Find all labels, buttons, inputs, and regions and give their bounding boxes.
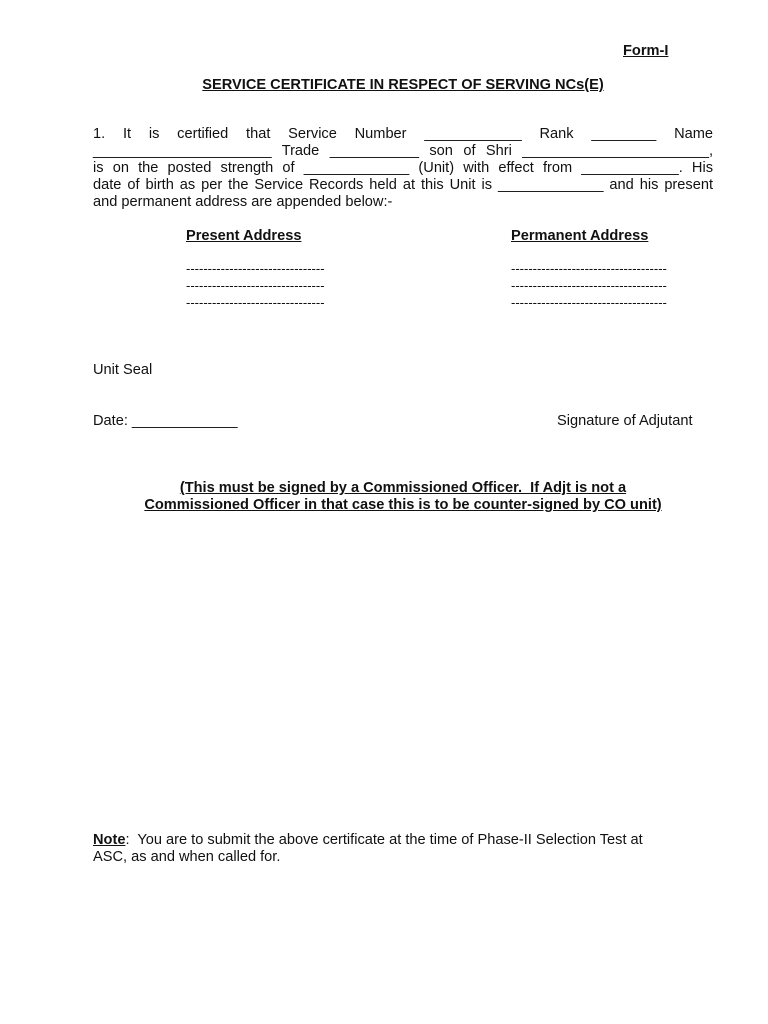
form-number: Form-I [623, 43, 669, 59]
signing-instruction [0, 480, 768, 514]
submission-note [93, 832, 713, 866]
present-address-line: -------------------------------- [186, 261, 325, 276]
certificate-paragraph-line: 1. It is certified that Service Number ____________ Rank ________ Name [93, 126, 713, 142]
signing-instruction-line: Commissioned Officer in that case this is to be counter-signed by CO unit) [144, 497, 662, 513]
present-address-line: -------------------------------- [186, 295, 325, 310]
certificate-paragraph-line: date of birth as per the Service Records held at this Unit is _____________ and his present [93, 177, 713, 193]
certificate-paragraph-line: is on the posted strength of _____________ (Unit) with effect from ____________. His [93, 160, 713, 176]
signing-instruction-line: (This must be signed by a Commissioned Officer. If Adjt is not a [179, 480, 627, 496]
unit-seal-label: Unit Seal [93, 362, 153, 378]
permanent-address-line: ------------------------------------ [511, 278, 667, 293]
present-address-heading: Present Address [186, 228, 302, 244]
document-title: SERVICE CERTIFICATE IN RESPECT OF SERVING NCs(E) [202, 77, 604, 93]
note-text-continued: ASC, as and when called for. [93, 849, 281, 865]
note-text: : You are to submit the above certificate at the time of Phase-II Selection Test at [125, 832, 643, 848]
permanent-address-heading: Permanent Address [511, 228, 649, 244]
date-field: Date: _____________ [93, 413, 238, 429]
certificate-paragraph-line: and permanent address are appended below:- [93, 194, 393, 210]
note-label: Note [93, 832, 126, 848]
permanent-address-line: ------------------------------------ [511, 261, 667, 276]
certificate-paragraph-line: ______________________ Trade ___________ son of Shri _______________________, [93, 143, 713, 159]
adjutant-signature-label: Signature of Adjutant [557, 413, 693, 429]
present-address-line: -------------------------------- [186, 278, 325, 293]
permanent-address-line: ------------------------------------ [511, 295, 667, 310]
